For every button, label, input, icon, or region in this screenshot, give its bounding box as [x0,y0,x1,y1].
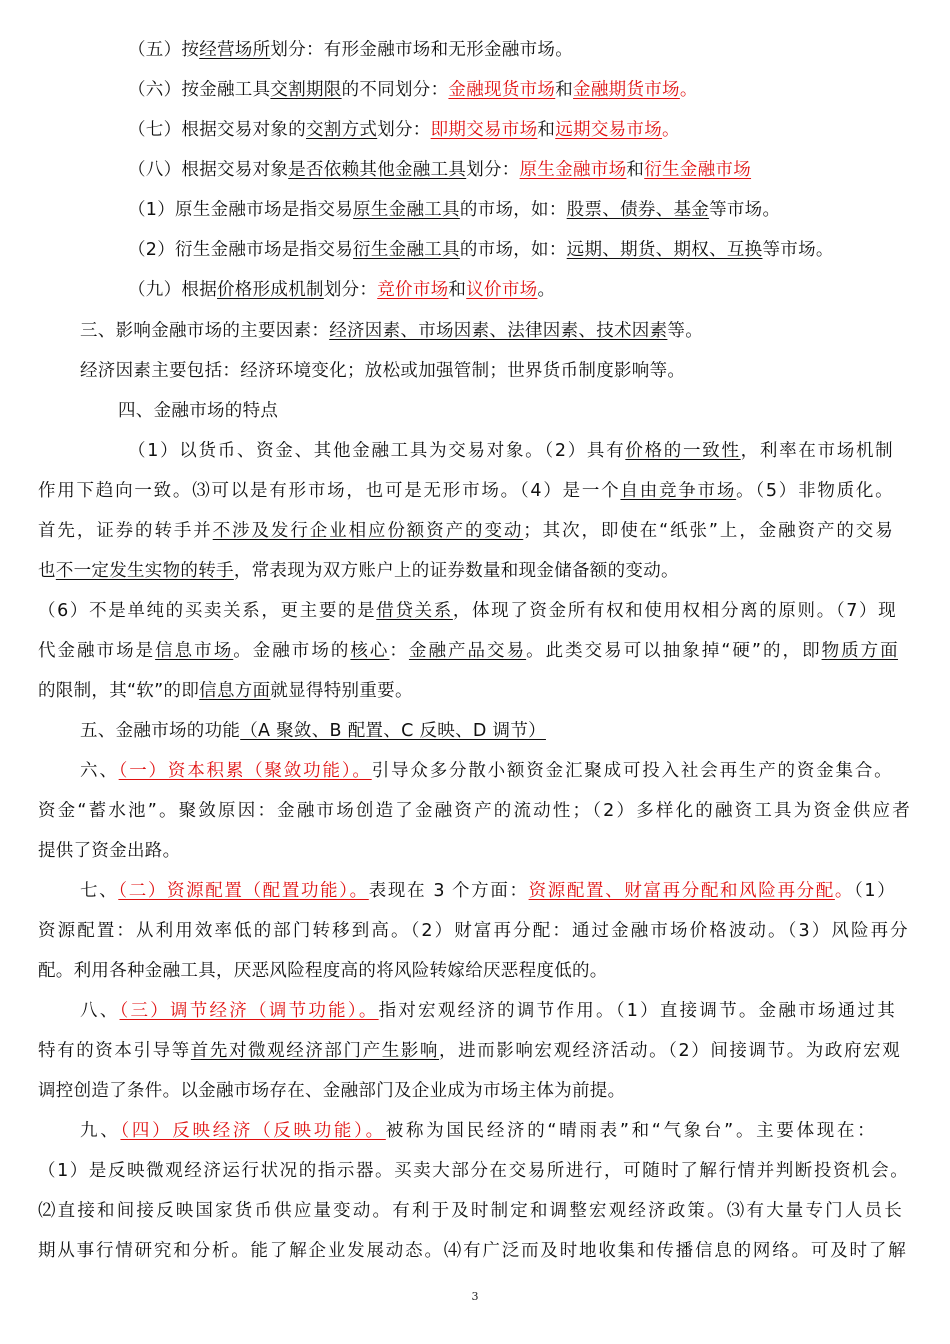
text-run: 。金融市场的 [233,641,351,661]
underlined-text: 衍生金融工具 [353,240,460,260]
underlined-text: 自由竞争市场 [620,481,737,501]
text-run: 和 [626,160,645,180]
text-run: 表现在 3 个方面： [368,881,529,901]
text-run: 首先，证券的转手并 [38,521,213,541]
text-line [128,439,893,463]
text-run: 被称为国民经济的“晴雨表”和“气象台”。主要体现在： [385,1121,875,1141]
underlined-text: 不一定发生实物的转手 [55,561,234,581]
text-run: 等市场。 [762,240,834,260]
text-line [80,319,703,343]
text-run: 经济因素主要包括：经济环境变化；放松或加强管制；世界货币制度影响等。 [80,361,686,381]
text-run: 指对宏观经济的调节作用。（1）直接调节。金融市场通过其 [378,1001,895,1021]
text-run: 的不同划分： [341,80,449,100]
text-line [128,38,573,62]
text-line [38,1079,625,1103]
text-run: 。 [537,280,556,300]
text-run: ，体现了资金所有权和使用权相分离的原则。（7）现 [452,601,896,621]
text-run: 八、 [80,1001,120,1021]
text-run: 划分：有形金融市场和无形金融市场。 [270,40,574,60]
text-line [128,278,555,302]
highlighted-text: （四）反映经济（反映功能）。 [120,1121,386,1141]
underlined-text: 物质方面 [821,641,898,661]
text-run: 特有的资本引导等 [38,1041,191,1061]
text-run: 和 [555,80,574,100]
text-line [38,1199,902,1223]
text-run: （6）不是单纯的买卖关系，更主要的是 [38,601,377,621]
text-run: 的市场，如： [459,200,567,220]
underlined-text: 经济因素、市场因素、法律因素、技术因素 [329,321,668,341]
text-line [38,599,896,623]
underlined-text: 首先对微观经济部门产生影响 [190,1041,440,1061]
text-run: 六、 [80,761,119,781]
text-run: ，利率在市场机制 [740,441,893,461]
text-run: 的市场，如： [459,240,567,260]
text-run: 七、 [80,881,119,901]
text-run: 三、影响金融市场的主要因素： [80,321,330,341]
text-run: （1） [854,881,895,901]
text-run: ，进而影响宏观经济活动。（2）间接调节。为政府宏观 [439,1041,900,1061]
text-run: （八）根据交易对象 [128,160,289,180]
text-line [38,959,608,983]
text-run: 也 [38,561,56,581]
text-run: 五、金融市场的功能 [80,721,241,741]
text-line [38,1159,908,1183]
highlighted-text: （一）资本积累（聚敛功能）。 [118,761,372,781]
underlined-text: 信息方面 [199,681,271,701]
text-line [38,639,898,663]
text-line [128,238,834,262]
text-run: 。（5）非物质化。 [736,481,893,501]
text-run: 。此类交易可以抽象掉“硬”的，即 [526,641,822,661]
highlighted-text: 远期交易市场 [555,120,663,140]
highlighted-text: 金融现货市场 [448,80,556,100]
highlighted-text: 。 [834,881,855,901]
text-line [80,719,546,743]
highlighted-text: 议价市场 [466,280,538,300]
text-run: （七）根据交易对象的 [128,120,306,140]
underlined-text: 交割方式 [306,120,378,140]
underlined-text: 原生金融工具 [353,200,460,220]
underlined-text: 经营场所 [199,40,271,60]
highlighted-text: 。 [679,80,698,100]
text-run: ⑵直接和间接反映国家货币供应量变动。有利于及时制定和调整宏观经济政策。⑶有大量专门人员长 [38,1201,902,1221]
highlighted-text: 。 [662,120,680,140]
text-run: 和 [448,280,467,300]
text-run: 提供了资金出路。 [38,841,181,861]
text-run: （六）按金融工具 [128,80,271,100]
underlined-text: 金融产品交易 [408,641,527,661]
underlined-text: 交割期限 [270,80,342,100]
text-line [80,999,895,1023]
text-line [38,919,908,943]
text-run: ，常表现为双方账户上的证券数量和现金储备额的变动。 [233,561,679,581]
text-line [80,1119,875,1143]
text-line [118,399,278,423]
text-run: ；其次，即使在“纸张”上，金融资产的交易 [523,521,893,541]
page-number: 3 [471,1290,479,1303]
highlighted-text: （二）资源配置（配置功能）。 [118,881,369,901]
underlined-text: （A 聚敛、B 配置、C 反映、D 调节） [240,721,546,741]
highlighted-text: 衍生金融市场 [644,160,752,180]
text-run: 划分： [466,160,520,180]
underlined-text: 不涉及发行企业相应份额资产的变动 [212,521,524,541]
underlined-text: 信息市场 [155,641,234,661]
highlighted-text: 即期交易市场 [430,120,538,140]
text-run: （1）原生金融市场是指交易 [128,200,354,220]
text-line [38,839,180,863]
text-run: ： [389,641,409,661]
text-run: （2）衍生金融市场是指交易 [128,240,354,260]
text-line [38,559,679,583]
text-run: 划分： [377,120,431,140]
text-run: （1）以货币、资金、其他金融工具为交易对象。（2）具有 [128,441,626,461]
text-run: 等。 [667,321,704,341]
text-run: 划分： [323,280,378,300]
text-run: 的限制，其“软”的即 [38,681,200,701]
underlined-text: 核心 [350,641,390,661]
text-line [128,198,780,222]
text-line [80,359,685,383]
text-line [38,479,893,503]
underlined-text: 价格的一致性 [625,441,741,461]
text-run: 四、金融市场的特点 [118,401,279,421]
highlighted-text: 资源配置、财富再分配和风险再分配 [528,881,835,901]
text-run: 九、 [80,1121,121,1141]
underlined-text: 股票、债券、基金 [566,200,710,220]
underlined-text: 是否依赖其他金融工具 [288,160,467,180]
text-run: 调控创造了条件。以金融市场存在、金融部门及企业成为市场主体为前提。 [38,1081,626,1101]
text-run: 资金“蓄水池”。聚敛原因：金融市场创造了金融资产的流动性；（2）多样化的融资工具为资金供应者 [38,801,910,821]
text-line [38,1039,900,1063]
highlighted-text: 金融期货市场 [573,80,680,100]
text-run: 作用下趋向一致。⑶可以是有形市场，也可是无形市场。（4）是一个 [38,481,621,501]
text-run: 资源配置：从利用效率低的部门转移到高。（2）财富再分配：通过金融市场价格波动。（3）风险再分 [38,921,908,941]
text-line [128,78,698,102]
text-run: 配。利用各种金融工具，厌恶风险程度高的将风险转嫁给厌恶程度低的。 [38,961,608,981]
text-line [38,679,413,703]
text-run: 就显得特别重要。 [270,681,413,701]
underlined-text: 借贷关系 [376,601,453,621]
text-run: （1）是反映微观经济运行状况的指示器。买卖大部分在交易所进行，可随时了解行情并判断投资机会。 [38,1161,908,1181]
text-run: 和 [537,120,556,140]
text-run: （九）根据 [128,280,217,300]
text-line [128,158,751,182]
text-line [38,799,910,823]
highlighted-text: （三）调节经济（调节功能）。 [119,1001,379,1021]
text-run: 代金融市场是 [38,641,156,661]
text-run: 等市场。 [709,200,781,220]
text-line [128,118,680,142]
text-run: 期从事行情研究和分析。能了解企业发展动态。⑷有广泛而及时地收集和传播信息的网络。可及时了解 [38,1241,906,1261]
highlighted-text: 竞价市场 [377,280,449,300]
text-run: （五）按 [128,40,200,60]
underlined-text: 价格形成机制 [217,280,324,300]
text-line [80,879,895,903]
text-run: 引导众多分散小额资金汇聚成可投入社会再生产的资金集合。 [371,761,892,781]
text-line [38,519,893,543]
highlighted-text: 原生金融市场 [519,160,627,180]
text-line [38,1239,906,1263]
text-line [80,759,892,783]
underlined-text: 远期、期货、期权、互换 [566,240,763,260]
